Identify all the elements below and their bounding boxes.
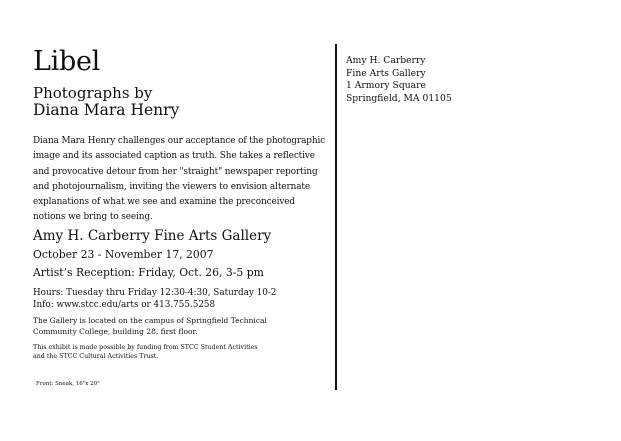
funding-line: and the STCC Cultural Activities Trust. <box>33 353 159 360</box>
mailing-address <box>346 55 452 105</box>
subtitle-photographs-by: Photographs by <box>33 84 153 102</box>
address-line: Springfield, MA 01105 <box>346 92 452 104</box>
description-line: notions we bring to seeing. <box>33 212 153 223</box>
exhibit-dates: October 23 - November 17, 2007 <box>33 248 214 261</box>
address-line: Fine Arts Gallery <box>346 67 426 79</box>
funding-line: This exhibit is made possible by funding from STCC Student Activities <box>33 344 258 351</box>
artist-reception: Artist’s Reception: Friday, Oct. 26, 3-5 pm <box>33 266 264 279</box>
description-line: explanations of what we see and examine the preconceived <box>33 197 295 208</box>
description-line: image and its associated caption as truth. She takes a reflective <box>33 151 315 162</box>
description-line: and provocative detour from her "straight" newspaper reporting <box>33 166 318 177</box>
exhibit-title: Libel <box>33 46 100 77</box>
address-line: 1 Armory Square <box>346 80 426 91</box>
address-line: Amy H. Carberry <box>346 55 426 66</box>
exhibit-description <box>33 134 329 226</box>
gallery-hours: Hours: Tuesday thru Friday 12:30-4:30, Saturday 10-2 <box>33 288 277 298</box>
location-line: Community College, building 28, first floor. <box>33 326 198 336</box>
front-image-credit: Front: Sneak, 16"x 20" <box>36 381 100 387</box>
funding-note <box>33 343 258 361</box>
location-note <box>33 316 267 337</box>
gallery-name: Amy H. Carberry Fine Arts Gallery <box>33 228 272 244</box>
location-line: The Gallery is located on the campus of Springfield Technical <box>33 316 267 325</box>
artist-name: Diana Mara Henry <box>33 101 180 119</box>
vertical-divider <box>335 44 337 390</box>
description-line: Diana Mara Henry challenges our acceptance of the photographic <box>33 136 326 146</box>
description-line: and photojournalism, inviting the viewers to envision alternate <box>33 181 311 192</box>
contact-info: Info: www.stcc.edu/arts or 413.755.5258 <box>33 300 216 310</box>
